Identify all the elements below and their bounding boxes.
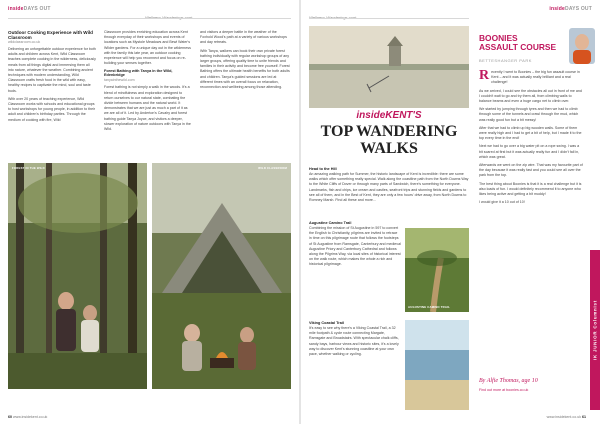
page-number-left: 60	[8, 415, 12, 419]
right-page	[301, 0, 600, 424]
walks-intro	[309, 164, 469, 206]
boonies-p2: As we arrived, I could see the obstacles all out in front of me and I couldn't wait to go and try them all, from climbing walls to balance beams and even a huge cargo net to climb over.	[479, 88, 582, 104]
forest-photo-caption: FOREST IN THE WILD	[12, 166, 45, 170]
trail2-p1: It's easy to see why there's a Viking Coastal Trail, a 32 mile footpath & cycle route connecting Margate, Ramsgate and Broadstairs. With spectacular chalk cliffs, sandy bays, harbour views and historic sites, it's a lovely way to discover Kent's stunning coastline at your own pace, whether walking or cycling.	[309, 326, 399, 357]
dropcap: R	[479, 68, 490, 83]
brand-main: inside	[8, 6, 24, 12]
hero-river-art	[309, 26, 469, 108]
brand-header-right	[549, 6, 592, 12]
header-rule	[8, 18, 291, 19]
trail-photo	[405, 228, 469, 312]
footer-right	[547, 415, 586, 419]
boonies-p3: We started by jumping through tyres and then we had to climb through some of the tunnels and crawl through the mud, which was really good fun but a bit messy!	[479, 107, 579, 122]
trail2-title: Viking Coastal Trail	[309, 321, 344, 325]
forest-photo	[8, 163, 147, 389]
outdoor-col-1	[8, 30, 96, 126]
walks-title-line1: TOP WANDERING	[320, 123, 458, 140]
outdoor-col2-p1: Classroom provides enriching education across Kent through everyday of their workshops and events of locations such as Mystole Meadows and Bewl Water's Wilder gardens. For a unique day out in the wilderness with the family this late year, an outdoor cooking experience will help you reconnect and focus on re-building your senses together.	[104, 30, 191, 66]
brand-header	[8, 6, 51, 12]
trail-photo-caption: AUGUSTINE CAMINO TRAIL	[408, 305, 451, 309]
outdoor-col3-p1: and visitors a deeper battle in the weather of the Foxhold Wood's path at a variety of various workshops and day retreats.	[200, 30, 287, 45]
header-rule-right	[309, 18, 469, 19]
forest-title: Forest Bathing with Tanya in the Wild, Edenbridge	[104, 69, 173, 78]
junior-columnist-band	[590, 250, 600, 410]
forest-p1: Forest bathing is not simply a walk in the woods. It's a blend of mindfulness and exploration designed to return ourselves to our natural state, combating the divide between humans and the natural world. It demonstrates that we are just as much a part of it as we are all of it. Led by Anderton's Cavalry and forest bathing guide Tanya Joyce, and visitors a deeper, slower exploration of nature outdoors with Tanya in the Wild.	[104, 85, 191, 132]
walks-intro-p1: An amazing walking path for Summer, the historic landscape of Kent is incredible: there are some walks which offer something really special. Walk along the coastline path from the North Downs Way to the White Cliffs of Dover or through many parts of Sandwich, there's something for everyone. Landmarks, fish and chips, ice cream and castles, seafront trips and stunning fields and gardens to see all of them, and in the Best of Kent, they are only a few hours' drive away, from North Downs to Romney Marsh. Find all these and more...	[309, 172, 469, 203]
walks-kicker: insideKENT'S	[356, 110, 422, 121]
walks-intro-title: Head to the Hill	[309, 167, 337, 171]
outdoor-col3-p2: With Tanya, walkers can book their own private forest bathing individually with regular workshop groups of any larger groups, offering quality time to unite friends and families in their activity and become free yourself. Forest Bathing offers the ultimate health benefits for both adults and children. Tanya's guided sessions are led at different times with an overall focus on relaxation, reconnection and wellbeing among those attending.	[200, 48, 290, 90]
wild-classroom-photo-caption: WILD CLASSROOM	[258, 166, 287, 170]
boonies-p1-text: ecently I went to Boonies – the big fun assault course in Kent – and it was actually really brilliant and a real challenge!	[491, 70, 580, 85]
boonies-p6: Afterwards we went on the zip wire. That was my favourite part of the day because it was really fast and you could see all over the park from the top.	[479, 163, 583, 178]
boonies-title-line2: ASSAULT COURSE	[479, 42, 557, 53]
trail1-title: Augustine Camino Trail	[309, 221, 352, 225]
page-number-right: 61	[582, 415, 586, 419]
boonies-p4: After that we had to climb up big wooden walls. Some of them were really high and I had to get a bit of help, but I made it to the top every time in the end!	[479, 125, 582, 141]
boonies-p8: I would give it a 10 out of 10!	[479, 200, 525, 205]
walks-title	[309, 124, 469, 158]
boonies-p7: The best thing about Boonies is that it is a real challenge but it is also loads of fun. I would definitely recommend it to anyone who likes being active and getting a bit muddy!	[479, 181, 582, 197]
signature: By Alfie Thomas, age 10	[479, 378, 538, 384]
outdoor-title: Outdoor Cooking Experience with Wild Classroom	[8, 30, 93, 40]
coastal-photo	[405, 320, 469, 410]
trail1-p1: Combining the mission of St Augustine in 597 to convert the English to Christianity, pilgrims are invited to retrace in time on this pilgrimage route that follows the footsteps of St Augustine from Ramsgate, Canterbury and medieval Augustine Priory and Canterbury Cathedral and follows along the Pilgrims Way, via local sites of historical interest on the walk route, which makes the whole a rich and historical pilgrimage.	[309, 226, 401, 267]
columnist-photo-art	[569, 28, 595, 64]
wild-classroom-photo-art	[152, 163, 291, 389]
trail2-block	[309, 318, 401, 360]
outdoor-col-2	[104, 30, 192, 135]
trail1-block	[309, 218, 401, 271]
boonies-title	[479, 34, 569, 53]
outdoor-web: wildclassroom.co.uk	[8, 40, 41, 44]
forest-photo-art	[8, 163, 147, 389]
coastal-photo-art	[405, 320, 469, 410]
outdoor-col-3	[200, 30, 290, 93]
outdoor-col1-p1: Delivering an unforgettable outdoor experience for both adults and children across Kent, Wild Classroom teaches complete cooking in the wilderness, deliciously meals from all things digital and immersing them all into nature, whatever the weather. Combining ancient techniques with modern understanding, Wild Classroom crafts fresh food in the wild with easy, healthy recipes to captivate the mind, soul and taste buds.	[8, 47, 96, 93]
footer-left	[8, 415, 47, 419]
walks-title-line2: WALKS	[360, 139, 418, 157]
brand-sub-right: DAYS OUT	[565, 6, 592, 12]
boonies-p5: Next we had to go over a big water pit on a rope swing. I was a bit scared at first but it was actually really fun and I didn't fall in, which was great.	[479, 144, 580, 159]
hero-river-photo	[309, 26, 469, 108]
left-page	[0, 0, 299, 424]
forest-web: tanyainthewild.com	[104, 78, 135, 83]
junior-columnist-label: IK JUNIOR Columnist	[592, 299, 598, 361]
boonies-sub: BETTESHANGER PARK	[479, 58, 532, 63]
boonies-footer-note: Find out more at boonies.co.uk	[479, 388, 529, 392]
columnist-photo	[569, 28, 595, 64]
wild-classroom-photo	[152, 163, 291, 389]
footer-site-right: www.insidekent.co.uk	[546, 415, 581, 419]
boonies-title-line1: BOONIES	[479, 33, 518, 43]
footer-site-left: www.insidekent.co.uk	[13, 415, 48, 419]
trail-photo-art	[405, 228, 469, 312]
boonies-p1	[479, 70, 583, 86]
brand-main-right: inside	[549, 6, 566, 12]
boonies-body	[479, 70, 583, 208]
outdoor-col1-p2: With over 20 years of teaching experience, Wild Classroom works with schools and educational groups to host workshops for young people, in addition to their adult and children's birthday parties. Through the medium of cooking with fire, Wild	[8, 96, 96, 122]
brand-sub: DAYS OUT	[23, 6, 51, 12]
